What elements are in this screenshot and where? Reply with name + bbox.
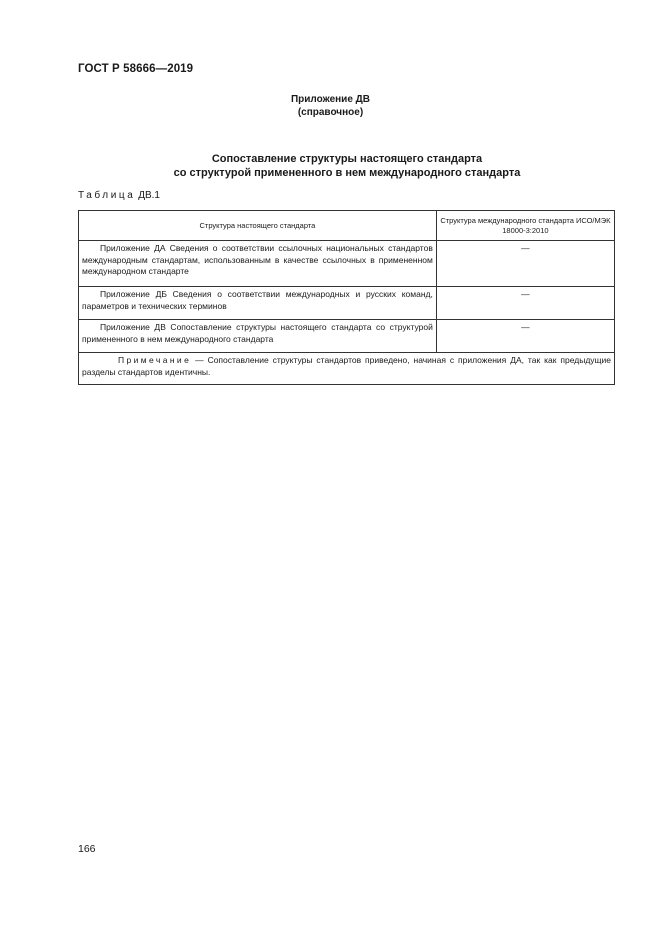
table-cell-current: Приложение ДВ Сопоставление структуры настоящего стандарта со структурой примененного в нем международного стандарта xyxy=(79,320,437,353)
document-standard-id: ГОСТ Р 58666—2019 xyxy=(78,63,194,75)
appendix-type: (справочное) xyxy=(297,107,364,118)
table-cell-international: — xyxy=(436,287,614,320)
table-cell-international: — xyxy=(436,320,614,353)
appendix-title: Приложение ДВ xyxy=(290,94,371,105)
table-caption-prefix: Таблица xyxy=(78,190,136,201)
section-title-line1: Сопоставление структуры настоящего стандарта xyxy=(211,153,483,165)
table-note-label: Примечание xyxy=(118,355,192,365)
table-caption xyxy=(78,190,160,201)
table-header-international-structure: Структура международного стандарта ИСО/МЭК 18000-3:2010 xyxy=(436,211,614,241)
table-cell-current: Приложение ДБ Сведения о соответствии международных и русских команд, параметров и технических терминов xyxy=(79,287,437,320)
table-cell-international: — xyxy=(436,241,614,287)
comparison-table xyxy=(78,210,615,385)
table-note-text: — Сопоставление структуры стандартов приведено, начиная с приложения ДА, так как предыдущие разделы стандартов идентичны. xyxy=(82,355,611,377)
section-title-line2: со структурой примененного в нем международного стандарта xyxy=(173,167,521,179)
table-row xyxy=(79,287,615,320)
table-cell-current: Приложение ДА Сведения о соответствии ссылочных национальных стандартов международным стандартам, использованным в качестве ссылочных в примененном международном стандарте xyxy=(79,241,437,287)
section-title xyxy=(0,152,661,180)
table-row xyxy=(79,241,615,287)
page-number: 166 xyxy=(78,843,96,855)
table-header-row xyxy=(79,211,615,241)
table-note-row xyxy=(79,353,615,385)
table-caption-id: ДВ.1 xyxy=(138,190,160,201)
table-header-current-structure: Структура настоящего стандарта xyxy=(79,211,437,241)
table-row xyxy=(79,320,615,353)
table-note xyxy=(79,353,615,385)
appendix-heading xyxy=(0,93,661,119)
